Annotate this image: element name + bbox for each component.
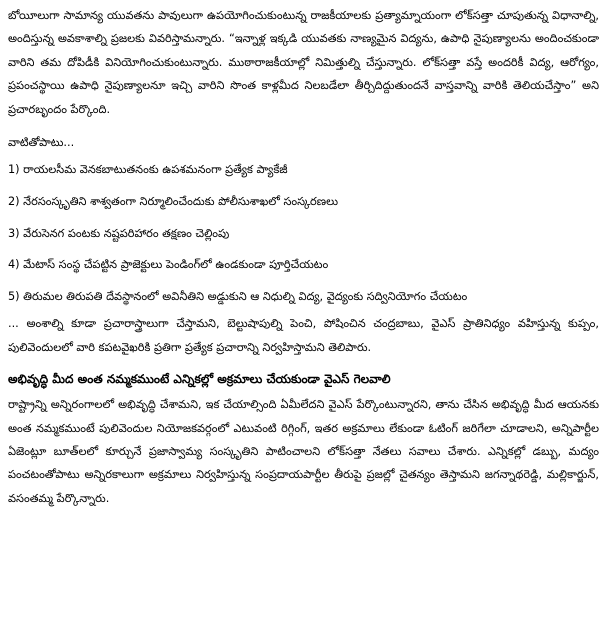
list-outro-paragraph: ... అంశాల్ని కూడా ప్రచారాస్త్రాలుగా చేస్తామని, బెల్టుషాపుల్ని పెంచి, పోషించిన చంద్రబాబు, వైఎస్ ప్రాతినిధ్యం వహిస్తున్న కుప్పం, పులివెందులలో వారి కపటవైఖరికి ప్రతిగా ప్రత్యేక ప్రచారాన్ని నిర్వహిస్తామని తెలిపారు. (8, 317, 599, 354)
list-item: 4) మేటాస్ సంస్థ చేపట్టిన ప్రాజెక్టులు పెండింగ్‌లో ఉండకుండా పూర్తిచేయటం (8, 258, 329, 272)
section-heading: అభివృద్ధి మీద అంత నమ్మకముంటే ఎన్నికల్లో అక్రమాలు చేయకుండా వైఎస్ గెలవాలి (8, 372, 391, 387)
intro-paragraph: బోయీలుగా సామాన్య యువతను పావులుగా ఉపయోగించుకుంటున్న రాజకీయాలకు ప్రత్యామ్నాయంగా లోక్‌సత్తా చూపుతున్న విధానాల్ని, అందిస్తున్న అవకాశాల్ని ప్రజలకు వివరిస్తామన్నారు. “ఇన్నాళ్ల ఇక్కడి యువతకు నాణ్యమైన విద్యను, ఉపాధి నైపుణ్యాలను అందించకుండా వారిని తమ దోపిడీకి వినియోగించుకుంటున్నారు. ముఠారాజకీయాల్లో నిమిత్తుల్ని చేస్తున్నారు. లోక్‌సత్తా వస్తే అందరికీ విద్య, ఆరోగ్యం, ప్రపంచస్థాయి ఉపాధి నైపుణ్యాలనూ ఇచ్చి వారిని సొంత కాళ్లమీద నిలబడేలా తీర్చిదిద్దుతుందనే వాస్తవాన్ని వారికి తెలియచేస్తాం” అని ప్రచారబృందం పేర్కొంది. (8, 9, 599, 116)
demands-list (8, 154, 599, 312)
spacer (8, 121, 599, 131)
list-item: 5) తిరుమల తిరుపతి దేవస్థానంలో అవినీతిని అడ్డుకుని ఆ నిధుల్ని విద్య, వైద్యంకు సద్వినియోగం చేయటం (8, 289, 468, 303)
list-intro: వాటితోపాటు... (8, 136, 75, 150)
list-item: 1) రాయలసీమ వెనకబాటుతనంకు ఉపశమనంగా ప్రత్యేక ప్యాకేజీ (8, 163, 288, 177)
list-item: 2) నేరసంస్కృతిని శాశ్వతంగా నిర్మూలించేందుకు పోలీసుశాఖలో సంస్కరణలు (8, 195, 338, 209)
body-paragraph: రాష్ట్రాన్ని అన్నిరంగాలలో అభివృద్ధి చేశామని, ఇక చేయాల్సింది ఏమీలేదని వైఎస్ పేర్కొంటున్నారని, తాను చేసిన అభివృద్ధి మీద ఆయనకు అంత నమ్మకముంటే పులివెందుల నియోజకవర్గంలో ఎటువంటి రిగ్గింగ్, ఇతర అక్రమాలు లేకుండా ఓటింగ్ జరిగేలా చూడాలని, అన్నిపార్టీల ఏజెంట్లూ బూత్‌లలో కూర్చునే ప్రజాస్వామ్య సంస్కృతిని పాటించాలని లోక్‌సత్తా నేతలు సవాలు చేశారు. ఎన్నికల్లో డబ్బు, మద్యం పంచటంతోపాటు అన్నిరకాలుగా అక్రమాలు నిర్వహిస్తున్న సంప్రదాయపార్టీల తీరుపై ప్రజల్లో చైతన్యం తెస్తామని జగన్నాథరెడ్డి, మల్లికార్జున్, వసంతమ్మ పేర్కొన్నారు. (8, 398, 599, 505)
list-item: 3) వేరుసెనగ పంటకు నష్టపరిహారం తక్షణం చెల్లింపు (8, 226, 230, 240)
